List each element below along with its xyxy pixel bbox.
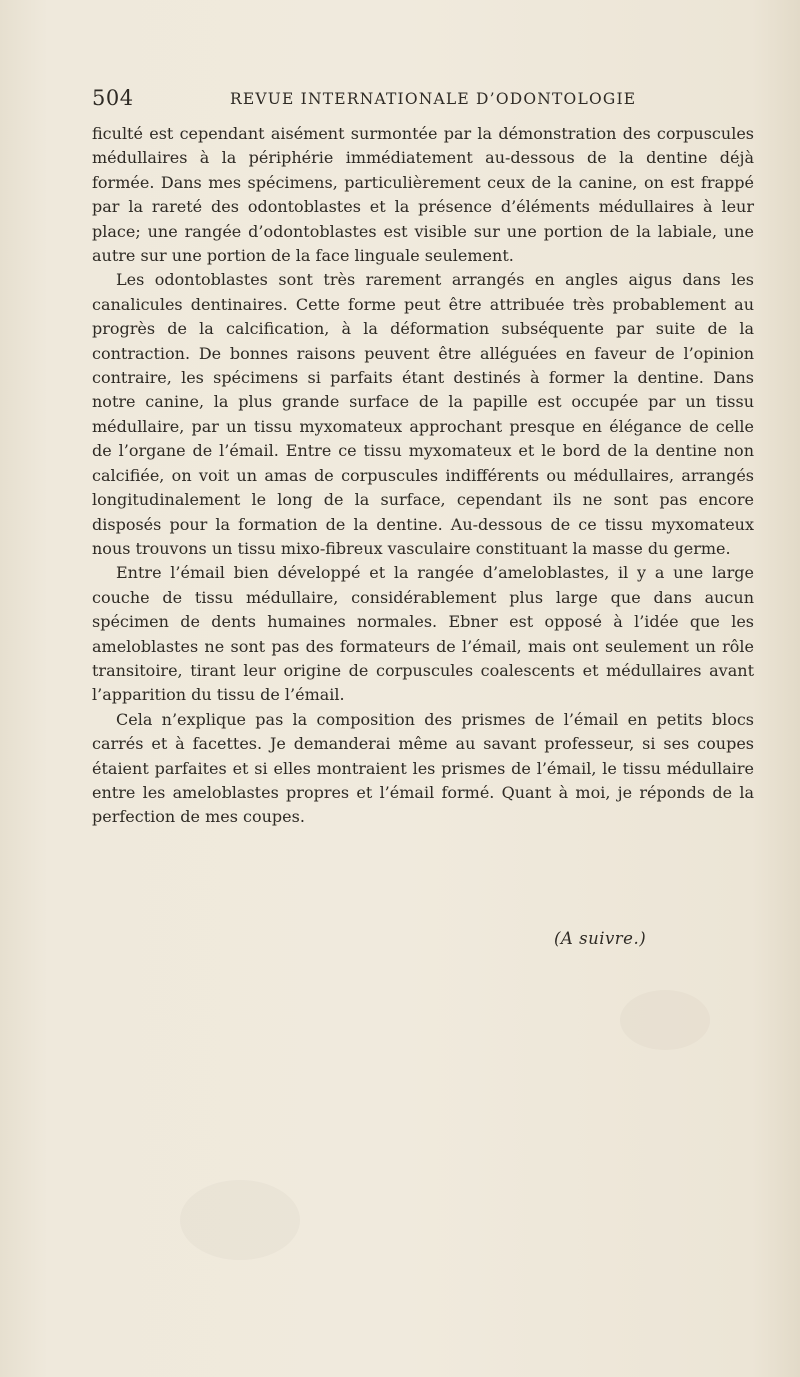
- body-text: [92, 122, 754, 830]
- paragraph: Entre l’émail bien développé et la rangée d’ameloblastes, il y a une large couche de tissu médullaire, considérablement plus large que dans aucun spécimen de dents humaines normales. Ebner est opposé à l’idée que les ameloblastes ne sont pas des formateurs de l’émail, mais ont seulement un rôle transitoire, tirant leur origine de corpuscules coalescents et médullaires avant l’apparition du tissu de l’émail.: [92, 563, 754, 705]
- continuation-note: (A suivre.): [554, 929, 647, 948]
- paper-stain: [620, 990, 710, 1050]
- page-header: [92, 86, 752, 112]
- paper-stain: [180, 1180, 300, 1260]
- running-head: REVUE INTERNATIONALE D’ODONTOLOGIE: [230, 90, 637, 108]
- paragraph: Cela n’explique pas la composition des prismes de l’émail en petits blocs carrés et à facettes. Je demanderai même au savant professeur, si ses coupes étaient parfaites et si elles montraient les prismes de l’émail, le tissu médullaire entre les ameloblastes propres et l’émail formé. Quant à moi, je réponds de la perfection de mes coupes.: [92, 709, 754, 827]
- page-number: 504: [92, 86, 134, 110]
- paragraph: Les odontoblastes sont très rarement arrangés en angles aigus dans les canalicules dentinaires. Cette forme peut être attribuée très probablement au progrès de la calcification, à la déformation subséquente par suite de la contraction. De bonnes raisons peuvent être alléguées en faveur de l’opinion contraire, les spécimens si parfaits étant destinés à former la dentine. Dans notre canine, la plus grande surface de la papille est occupée par un tissu médullaire, par un tissu myxomateux approchant presque en élégance de celle de l’organe de l’émail. Entre ce tissu myxomateux et le bord de la dentine non calcifiée, on voit un amas de corpuscules indifférents ou médullaires, arrangés longitudinalement le long de la surface, cependant ils ne sont pas encore disposés pour la formation de la dentine. Au-dessous de ce tissu myxomateux nous trouvons un tissu mixo-fibreux vasculaire constituant la masse du germe.: [92, 270, 754, 558]
- paragraph: ficulté est cependant aisément surmontée par la démonstration des corpuscules médullaires à la périphérie immédiatement au-dessous de la dentine déjà formée. Dans mes spécimens, particulièrement ceux de la canine, on est frappé par la rareté des odontoblastes et la présence d’éléments médullaires à leur place; une rangée d’odontoblastes est visible sur une portion de la labiale, une autre sur une portion de la face linguale seulement.: [92, 124, 754, 266]
